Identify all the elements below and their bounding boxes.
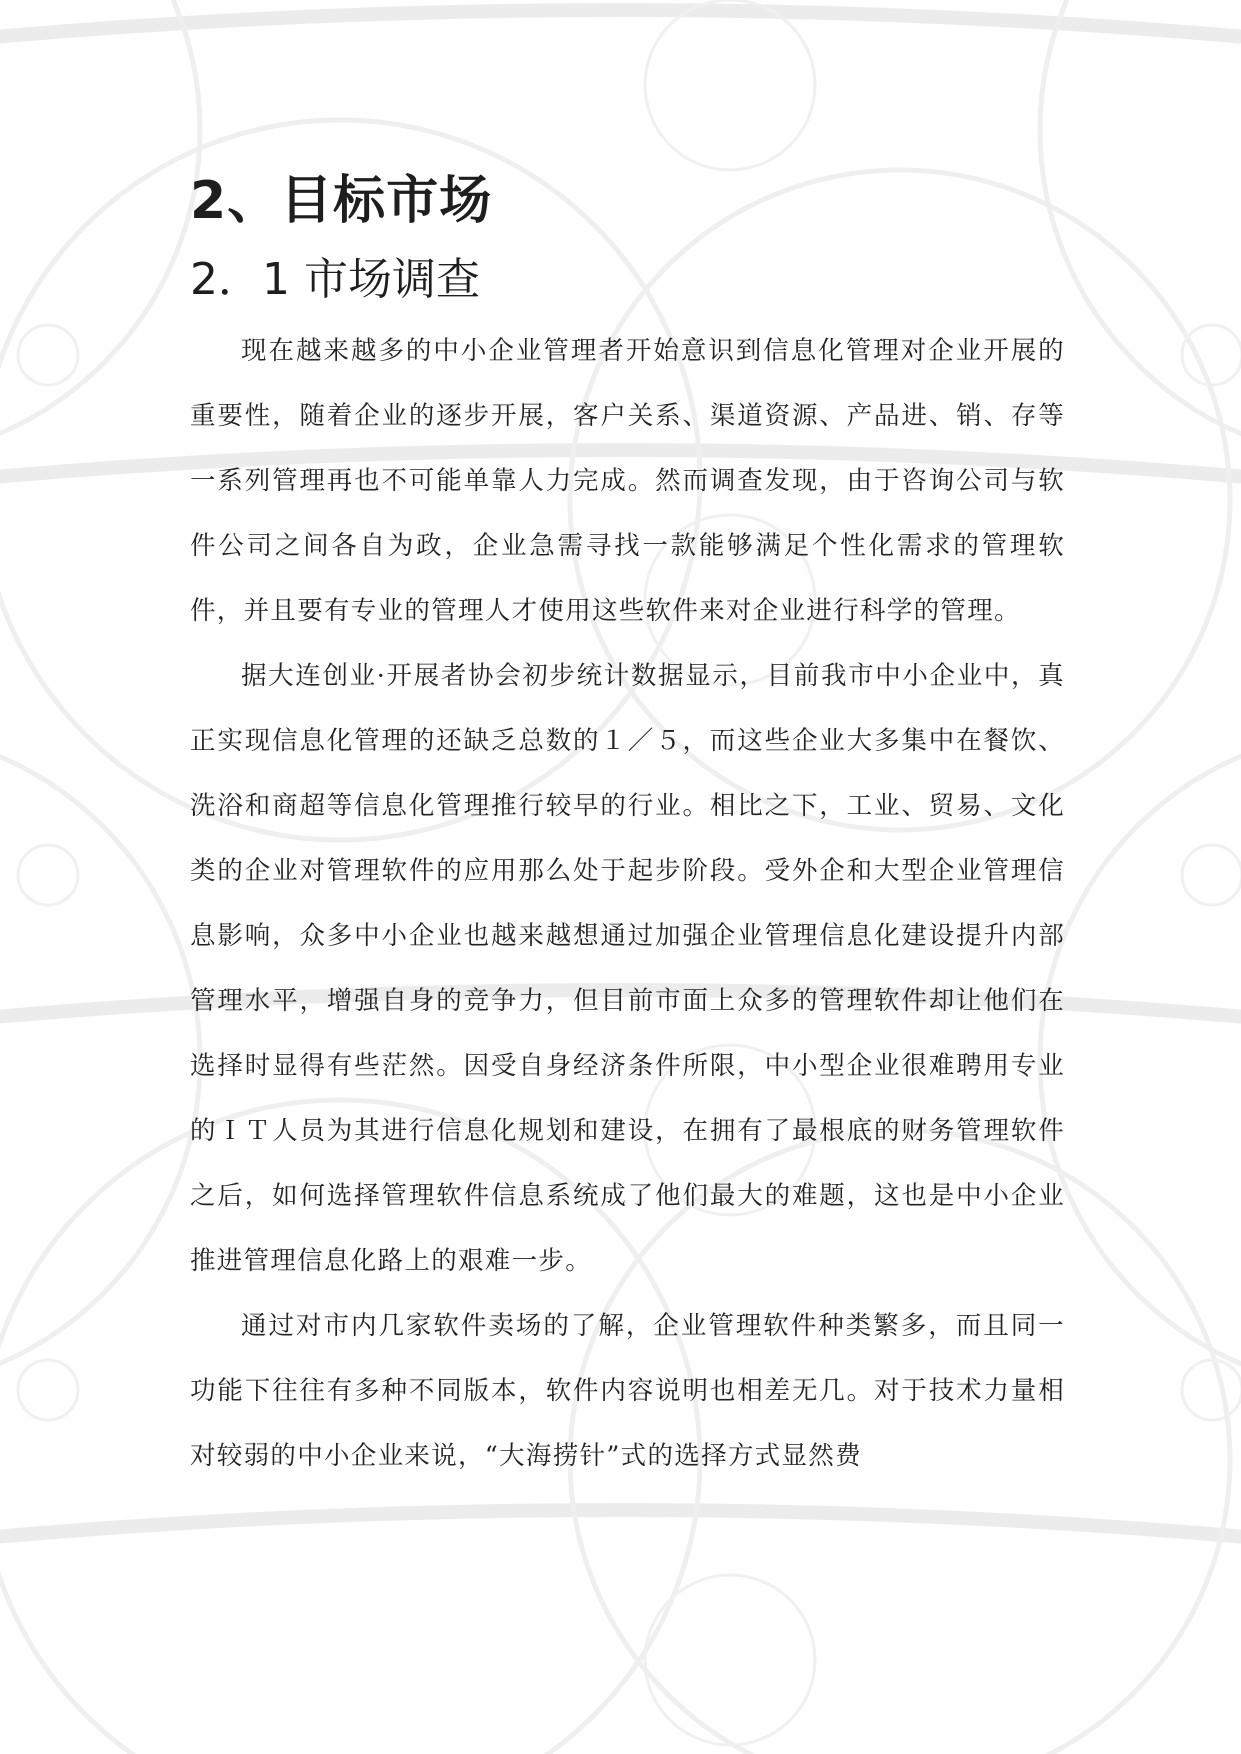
body-paragraph-2: 据大连创业·开展者协会初步统计数据显示，目前我市中小企业中，真正实现信息化管理的还缺乏总数的１／５，而这些企业大多集中在餐饮、洗浴和商超等信息化管理推行较早的行业。相比之下，工业、贸易、文化类的企业对管理软件的应用那么处于起步阶段。受外企和大型企业管理信息影响，众多中小企业也越来越想通过加强企业管理信息化建设提升内部管理水平，增强自身的竞争力，但目前市面上众多的管理软件却让他们在选择时显得有些茫然。因受自身经济条件所限，中小型企业很难聘用专业的ＩＴ人员为其进行信息化规划和建设，在拥有了最根底的财务管理软件之后，如何选择管理软件信息系统成了他们最大的难题，这也是中小企业推进管理信息化路上的艰难一步。 xyxy=(190,661,1065,1276)
document-page xyxy=(190,165,1065,1489)
section-heading: 2、目标市场 xyxy=(190,171,493,231)
subsection-heading: 2．1 市场调查 xyxy=(190,254,480,305)
body-paragraph-3: 通过对市内几家软件卖场的了解，企业管理软件种类繁多，而且同一功能下往往有多种不同版本，软件内容说明也相差无几。对于技术力量相对较弱的中小企业来说，“大海捞针”式的选择方式显然费 xyxy=(190,1311,1065,1471)
body-paragraph-1: 现在越来越多的中小企业管理者开始意识到信息化管理对企业开展的重要性，随着企业的逐步开展，客户关系、渠道资源、产品进、销、存等一系列管理再也不可能单靠人力完成。然而调查发现，由于咨询公司与软件公司之间各自为政，企业急需寻找一款能够满足个性化需求的管理软件，并且要有专业的管理人才使用这些软件来对企业进行科学的管理。 xyxy=(190,336,1065,626)
